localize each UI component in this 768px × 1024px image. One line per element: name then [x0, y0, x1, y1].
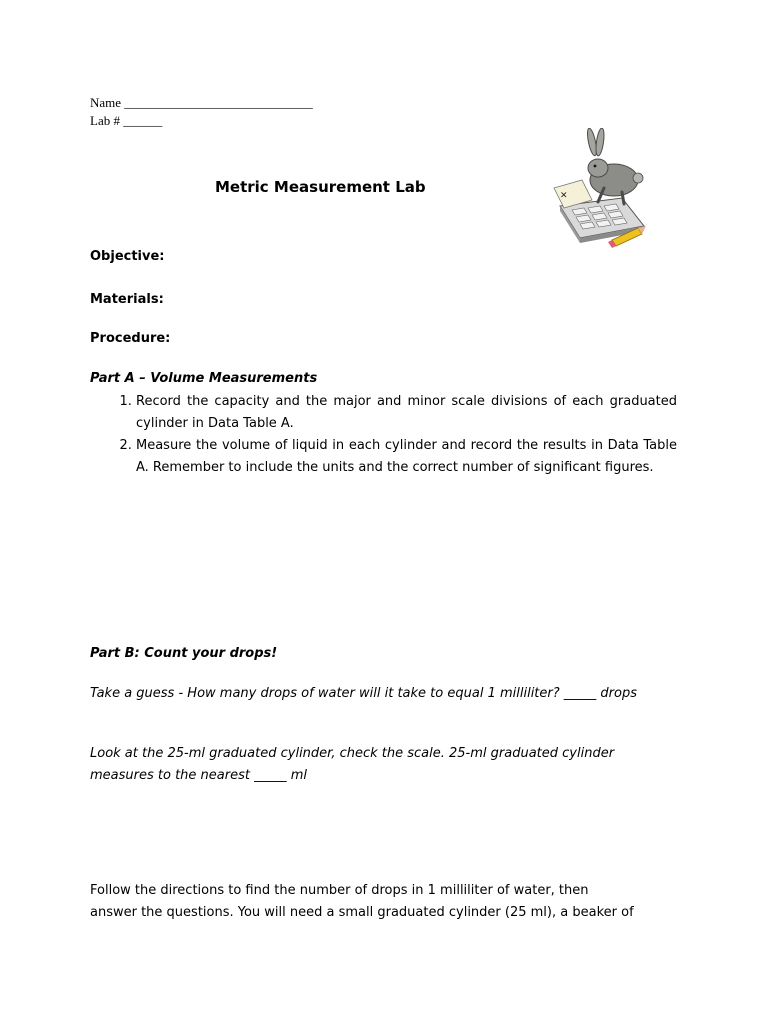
- name-blank[interactable]: _____________________________: [124, 95, 313, 110]
- materials-label: Materials:: [90, 292, 164, 307]
- directions-line: Follow the directions to find the number of drops in 1 milliliter of water, then: [90, 883, 589, 898]
- part-a-heading: Part A – Volume Measurements: [90, 371, 318, 386]
- procedure-label: Procedure:: [90, 331, 171, 346]
- name-label: Name: [90, 95, 125, 110]
- name-field-line: [90, 95, 313, 111]
- part-a-step: 1. Record the capacity and the major and minor scale divisions of each graduated cylinder in Data Table A.: [136, 391, 677, 435]
- guess-paragraph: Take a guess - How many drops of water will it take to equal 1 milliliter? _____ drops: [90, 686, 637, 701]
- part-b-heading: Part B: Count your drops!: [90, 646, 278, 661]
- part-a-steps-list: [90, 391, 677, 479]
- svg-text:✕: ✕: [560, 191, 568, 201]
- scale-paragraph: Look at the 25-ml graduated cylinder, check the scale. 25-ml graduated cylinder measures to the nearest _____ ml: [90, 746, 615, 783]
- directions-line: answer the questions. You will need a small graduated cylinder (25 ml), a beaker of: [90, 905, 634, 920]
- page-title: Metric Measurement Lab: [215, 178, 426, 196]
- part-a-step: 2. Measure the volume of liquid in each cylinder and record the results in Data Table A. Remember to include the units and the correct number of significant figures.: [136, 435, 677, 479]
- lab-number-field-line: [90, 113, 162, 129]
- objective-label: Objective:: [90, 249, 165, 264]
- rabbit-calculator-clipart-icon: [552, 128, 652, 248]
- lab-number-label: Lab #: [90, 113, 124, 128]
- lab-number-blank[interactable]: ______: [123, 113, 163, 128]
- directions-paragraph: [90, 880, 670, 924]
